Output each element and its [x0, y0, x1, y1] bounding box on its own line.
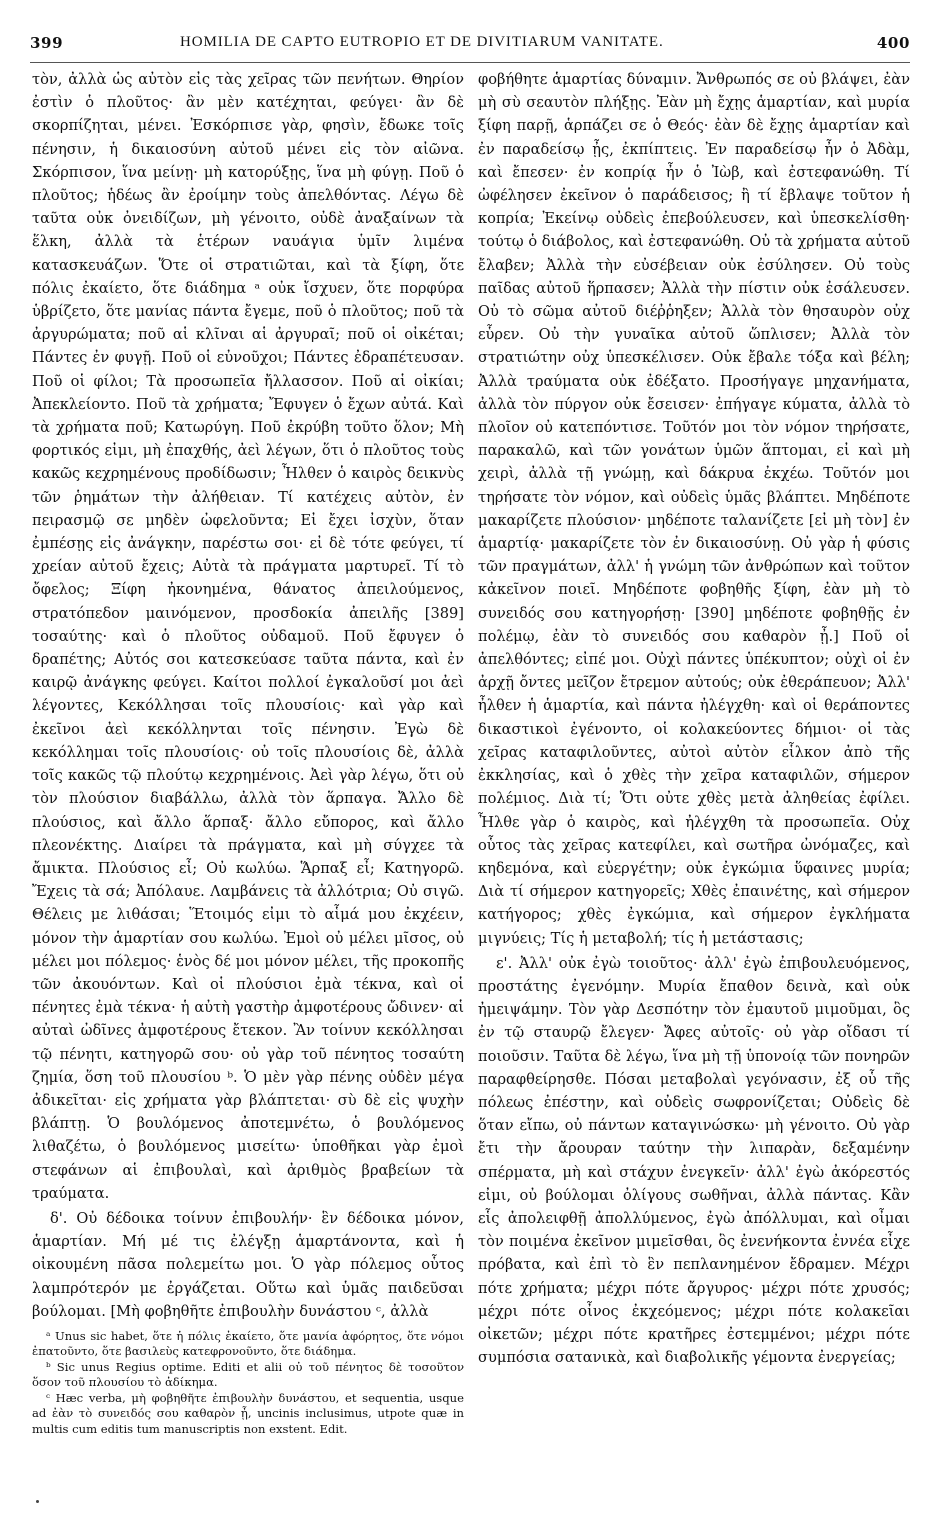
page-number-left: 399 [30, 34, 64, 52]
running-header [30, 34, 910, 56]
page-number-right: 400 [876, 34, 910, 52]
right-paragraph-2: ε'. Ἀλλ' οὐκ ἐγὼ τοιοῦτος· ἀλλ' ἐγὼ ἐπιβουλευόμενος, προστάτης ἐγενόμην. Μυρία ἔπαθον δεινὰ, καὶ οὐκ ἠμειψάμην. Τὸν γὰρ Δεσπότην τὸν ἐμαυτοῦ μιμοῦμαι, ὃς ἐν τῷ σταυρῷ ἔλεγεν· Ἄφες αὐτοῖς· οὐ γὰρ οἴδασι τί ποιοῦσιν. Ταῦτα δὲ λέγω, ἵνα μὴ τῇ ὑπονοίᾳ τῶν πονηρῶν παραφθείρησθε. Πόσαι μεταβολαὶ γεγόνασιν, ἐξ οὗ τῆς πόλεως ἐπέστην, καὶ οὐδεὶς σωφρονίζεται; Οὐδεὶς δὲ ὅταν εἴπω, οὐ πάντων καταγινώσκω· μὴ γένοιτο. Οὐ γὰρ ἔτι τὴν ἄρουραν ταύτην τὴν λιπαρὰν, δεξαμένην σπέρματα, μὴ καὶ στάχυν ἐνεγκεῖν· ἀλλ' ἐγὼ ἀκόρεστός εἰμι, οὐ βούλομαι ὀλίγους σωθῆναι, ἀλλὰ πάντας. Κἂν εἷς ἀπολειφθῇ ἀπολλύμενος, ἐγὼ ἀπόλλυμαι, καὶ οἶμαι τὸν ποιμένα ἐκεῖνον μιμεῖσθαι, ὃς ἐνενήκοντα ἐννέα εἶχε πρόβατα, καὶ ἐπὶ τὸ ἓν πεπλανημένον ἔδραμεν. Μέχρι πότε χρήματα; μέχρι πότε ἄργυρος· μέχρι πότε χρυσός; μέχρι πότε οἶνος ἐκχεόμενος; μέχρι πότε κολακεῖαι οἰκετῶν; μέχρι πότε κρατῆρες ἐστεμμένοι; μέχρι πότε συμπόσια σατανικὰ, καὶ διαβολικῆς γέμοντα ἐνεργείας; [478, 954, 910, 1367]
footnote-a: ᵃ Unus sic habet, ὅτε ἡ πόλις ἐκαίετο, ὅτε μανία ἀφόρητος, ὅτε νόμοι ἐπατοῦντο, ὅτε βασιλεὺς κατεφρονοῦντο, ὅτε διάδημα. [32, 1328, 464, 1359]
margin-speck [36, 1500, 39, 1503]
left-paragraph-1: τὸν, ἀλλὰ ὡς αὐτὸν εἰς τὰς χεῖρας τῶν πενήτων. Θηρίον ἐστὶν ὁ πλοῦτος· ἂν μὲν κατέχηται, φεύγει· ἂν δὲ σκορπίζηται, μένει. Ἐσκόρπισε γὰρ, φησὶν, ἔδωκε τοῖς πένησιν, ἡ δικαιοσύνη αὐτοῦ μένει εἰς τὸν αἰῶνα. Σκόρπισον, ἵνα μείνῃ· μὴ κατορύξῃς, ἵνα μὴ φύγῃ. Ποῦ ὁ πλοῦτος; ἡδέως ἂν ἐροίμην τοὺς ἀπελθόντας. Λέγω δὲ ταῦτα οὐκ ὀνειδίζων, μὴ γένοιτο, οὐδὲ ἀναξαίνων τὰ ἕλκη, ἀλλὰ τὰ ἑτέρων ναυάγια ὑμῖν λιμένα κατασκευάζων. Ὅτε οἱ στρατιῶται, καὶ τὰ ξίφη, ὅτε πόλις ἐκαίετο, ὅτε διάδημα ᵃ οὐκ ἴσχυεν, ὅτε πορφύρα ὑβρίζετο, ὅτε μανίας πάντα ἔγεμε, ποῦ ὁ πλοῦτος; ποῦ τὰ ἀργυρώματα; ποῦ αἱ κλῖναι αἱ ἀργυραῖ; ποῦ οἱ οἰκέται; Πάντες ἐν φυγῇ. Ποῦ οἱ εὐνοῦχοι; Πάντες ἐδραπέτευσαν. Ποῦ οἱ φίλοι; Τὰ προσωπεῖα ἤλλασσον. Ποῦ αἱ οἰκίαι; Ἀπεκλείοντο. Ποῦ τὰ χρήματα; Ἔφυγεν ὁ ἔχων αὐτά. Καὶ τὰ χρήματα ποῦ; Κατωρύγη. Ποῦ ἐκρύβη τοῦτο ὅλον; Μὴ φορτικός εἰμι, μὴ ἐπαχθής, ἀεὶ λέγων, ὅτι ὁ πλοῦτος τοὺς κακῶς κεχρημένους προδίδωσιν; Ἦλθεν ὁ καιρὸς δεικνὺς τῶν ῥημάτων τὴν ἀλήθειαν. Τί κατέχεις αὐτὸν, ἐν πειρασμῷ σε μηδὲν ὠφελοῦντα; Εἰ ἔχει ἰσχὺν, ὅταν ἐμπέσῃς εἰς ἀνάγκην, παρέστω σοι· εἰ δὲ τότε φεύγει, τί χρείαν αὐτοῦ ἔχεις; Αὐτὰ τὰ πράγματα μαρτυρεῖ. Τί τὸ ὄφελος; Ξίφη ἠκονημένα, θάνατος ἀπειλούμενος, στρατόπεδον μαινόμενον, προσδοκία ἀπειλῆς [389] τοσαύτης· καὶ ὁ πλοῦτος οὐδαμοῦ. Ποῦ ἔφυγεν ὁ δραπέτης; Αὐτός σοι κατεσκεύασε ταῦτα πάντα, καὶ ἐν καιρῷ ἀνάγκης φεύγει. Καίτοι πολλοί ἐγκαλοῦσί μοι ἀεὶ λέγοντες, Κεκόλλησαι τοῖς πλουσίοις· καὶ γὰρ καὶ ἐκεῖνοι ἀεὶ κεκόλληνται τοῖς πένησιν. Ἐγὼ δὲ κεκόλλημαι τοῖς πλουσίοις· οὐ τοῖς πλουσίοις δὲ, ἀλλὰ τοῖς κακῶς τῷ πλούτῳ κεχρημένοις. Ἀεὶ γὰρ λέγω, ὅτι οὐ τὸν πλούσιον διαβάλλω, ἀλλὰ τὸν ἅρπαγα. Ἄλλο δὲ πλούσιος, καὶ ἄλλο ἅρπαξ· ἄλλο εὔπορος, καὶ ἄλλο πλεονέκτης. Διαίρει τὰ πράγματα, καὶ μὴ σύγχεε τὰ ἄμικτα. Πλούσιος εἶ; Οὐ κωλύω. Ἅρπαξ εἶ; Κατηγορῶ. Ἔχεις τὰ σά; Ἀπόλαυε. Λαμβάνεις τὰ ἀλλότρια; Οὐ σιγῶ. Θέλεις με λιθάσαι; Ἕτοιμός εἰμι τὸ αἷμά μου ἐκχέειν, μόνον τὴν ἁμαρτίαν σου κωλύω. Ἐμοὶ οὐ μέλει μῖσος, οὐ μέλει μοι πόλεμος· ἑνὸς δέ μοι μόνον μέλει, τῆς προκοπῆς τῶν ἀκουόντων. Καὶ οἱ πλούσιοι ἐμὰ τέκνα, καὶ οἱ πένητες ἐμὰ τέκνα· ἡ αὐτὴ γαστὴρ ἀμφοτέρους ὤδινεν· αἱ αὐταὶ ὠδῖνες ἀμφοτέρους ἔτεκον. Ἂν τοίνυν κεκόλλησαι τῷ πένητι, κατηγορῶ σου· οὐ γὰρ τοῦ πένητος τοσαύτη ζημία, ὅση τοῦ πλουσίου ᵇ. Ὁ μὲν γὰρ πένης οὐδὲν μέγα ἀδικεῖται· εἰς χρήματα γὰρ βλάπτεται· σὺ δὲ εἰς ψυχὴν βλάπτῃ. Ὁ βουλόμενος ἀποτεμνέτω, ὁ βουλόμενος λιθαζέτω, ὁ βουλόμενος μισείτω· ὑποθῆκαι γὰρ ἐμοὶ στεφάνων αἱ ἐπιβουλαὶ, καὶ ἀριθμὸς βραβείων τὰ τραύματα. [32, 71, 464, 1202]
header-rule [30, 62, 910, 63]
footnote-c: ᶜ Hæc verba, μὴ φοβηθῆτε ἐπιβουλὴν δυνάστου, et sequentia, usque ad ἐὰν τὸ συνειδός σου καθαρὸν ᾖ, uncinis inclusimus, utpote quæ in multis cum editis tum manuscriptis non exstent. Edit. [32, 1390, 464, 1436]
footnotes [32, 1329, 464, 1438]
right-column [478, 68, 910, 1369]
left-column [32, 68, 464, 1437]
right-paragraph-1: φοβήθητε ἁμαρτίας δύναμιν. Ἄνθρωπός σε οὐ βλάψει, ἐὰν μὴ σὺ σεαυτὸν πλήξῃς. Ἐὰν μὴ ἔχῃς ἁμαρτίαν, καὶ μυρία ξίφη παρῇ, ἁρπάζει σε ὁ Θεός· ἐὰν δὲ ἔχῃς ἁμαρτίαν καὶ ἐν παραδείσῳ ᾖς, ἐκπίπτεις. Ἐν παραδείσῳ ἦν ὁ Ἀδὰμ, καὶ ἔπεσεν· ἐν κοπρίᾳ ἦν ὁ Ἰὼβ, καὶ ἐστεφανώθη. Τί ὠφέλησεν ἐκεῖνον ὁ παράδεισος; ἢ τί ἔβλαψε τοῦτον ἡ κοπρία; Ἐκείνῳ οὐδεὶς ἐπεβούλευσεν, καὶ ὑπεσκελίσθη· τούτῳ ὁ διάβολος, καὶ ἐστεφανώθη. Οὐ τὰ χρήματα αὐτοῦ ἔλαβεν; Ἀλλὰ τὴν εὐσέβειαν οὐκ ἐσύλησεν. Οὐ τοὺς παῖδας αὐτοῦ ἥρπασεν; Ἀλλὰ τὴν πίστιν οὐκ ἐσάλευσεν. Οὐ τὸ σῶμα αὐτοῦ διέῤῥηξεν; Ἀλλὰ τὸν θησαυρὸν οὐχ εὗρεν. Οὐ τὴν γυναῖκα αὐτοῦ ὥπλισεν; Ἀλλὰ τὸν στρατιώτην οὐχ ὑπεσκέλισεν. Οὐκ ἔβαλε τόξα καὶ βέλη; Ἀλλὰ τραύματα οὐκ ἐδέξατο. Προσήγαγε μηχανήματα, ἀλλὰ τὸν πύργον οὐκ ἔσεισεν· ἐπήγαγε κύματα, ἀλλὰ τὸ πλοῖον οὐ κατεπόντισε. Τοῦτόν μοι τὸν νόμον τηρήσατε, παρακαλῶ, καὶ τῶν γονάτων ὑμῶν ἅπτομαι, εἰ καὶ μὴ χειρὶ, ἀλλὰ τῇ γνώμῃ, καὶ δάκρυα ἐκχέω. Τοῦτόν μοι τηρήσατε τὸν νόμον, καὶ οὐδεὶς ὑμᾶς βλάπτει. Μηδέποτε μακαρίζετε πλούσιον· μηδέποτε ταλανίζετε [εἰ μὴ τὸν] ἐν ἁμαρτίᾳ· μακαρίζετε τὸν ἐν δικαιοσύνῃ. Οὐ γὰρ ἡ φύσις τῶν πραγμάτων, ἀλλ' ἡ γνώμη τῶν ἀνθρώπων καὶ τοῦτον κἀκεῖνον ποιεῖ. Μηδέποτε φοβηθῆς ξίφη, ἐὰν μὴ τὸ συνειδός σου κατηγορήσῃ· [390] μηδέποτε φοβηθῇς ἐν πολέμῳ, ἐὰν τὸ συνειδός σου καθαρὸν ᾖ.] Ποῦ οἱ ἀπελθόντες; εἰπέ μοι. Οὐχὶ πάντες ὑπέκυπτον; οὐχὶ οἱ ἐν ἀρχῇ ὄντες μεῖζον ἔτρεμον αὐτούς; οὐκ ἐθεράπευον; Ἀλλ' ἦλθεν ἡ ἁμαρτία, καὶ πάντα ἠλέγχθη· καὶ οἱ θεράποντες δικαστικοὶ ἐγένοντο, οἱ κολακεύοντες δήμιοι· οἱ τὰς χεῖρας καταφιλοῦντες, αὐτοὶ αὐτὸν εἷλκον ἀπὸ τῆς ἐκκλησίας, καὶ ὁ χθὲς τὴν χεῖρα καταφιλῶν, σήμερον πολέμιος. Διὰ τί; Ὅτι οὐτε χθὲς μετὰ ἀληθείας ἐφίλει. Ἦλθε γὰρ ὁ καιρὸς, καὶ ἠλέγχθη τὰ προσωπεῖα. Οὐχ οὗτος τὰς χεῖρας κατεφίλει, καὶ σωτῆρα ὠνόμαζες, καὶ κηδεμόνα, καὶ εὐεργέτην; οὐκ ἐγκώμια ὕφαινες μυρία; Διὰ τί σήμερον κατηγορεῖς; Χθὲς ἐπαινέτης, καὶ σήμερον κατήγορος; χθὲς ἐγκώμια, καὶ σήμερον ἐγκλήματα μιγνύεις; Τίς ἡ μεταβολή; τίς ἡ μετάστασις; [478, 71, 910, 947]
running-title: HOMILIA DE CAPTO EUTROPIO ET DE DIVITIARUM VANITATE. [180, 34, 664, 50]
left-paragraph-2: δ'. Οὐ δέδοικα τοίνυν ἐπιβουλήν· ἓν δέδοικα μόνον, ἁμαρτίαν. Μή μέ τις ἐλέγξῃ ἁμαρτάνοντα, καὶ ἡ οἰκουμένη πᾶσα πολεμείτω μοι. Ὁ γὰρ πόλεμος οὗτος λαμπρότερόν με ἐργάζεται. Οὕτω καὶ ὑμᾶς παιδεῦσαι βούλομαι. [Μὴ φοβηθῆτε ἐπιβουλὴν δυνάστου ᶜ, ἀλλὰ [32, 1209, 464, 1320]
footnote-b: ᵇ Sic unus Regius optime. Editi et alii οὐ τοῦ πένητος δὲ τοσοῦτον ὅσον τοῦ πλουσίου τὸ ἀδίκημα. [32, 1359, 464, 1390]
